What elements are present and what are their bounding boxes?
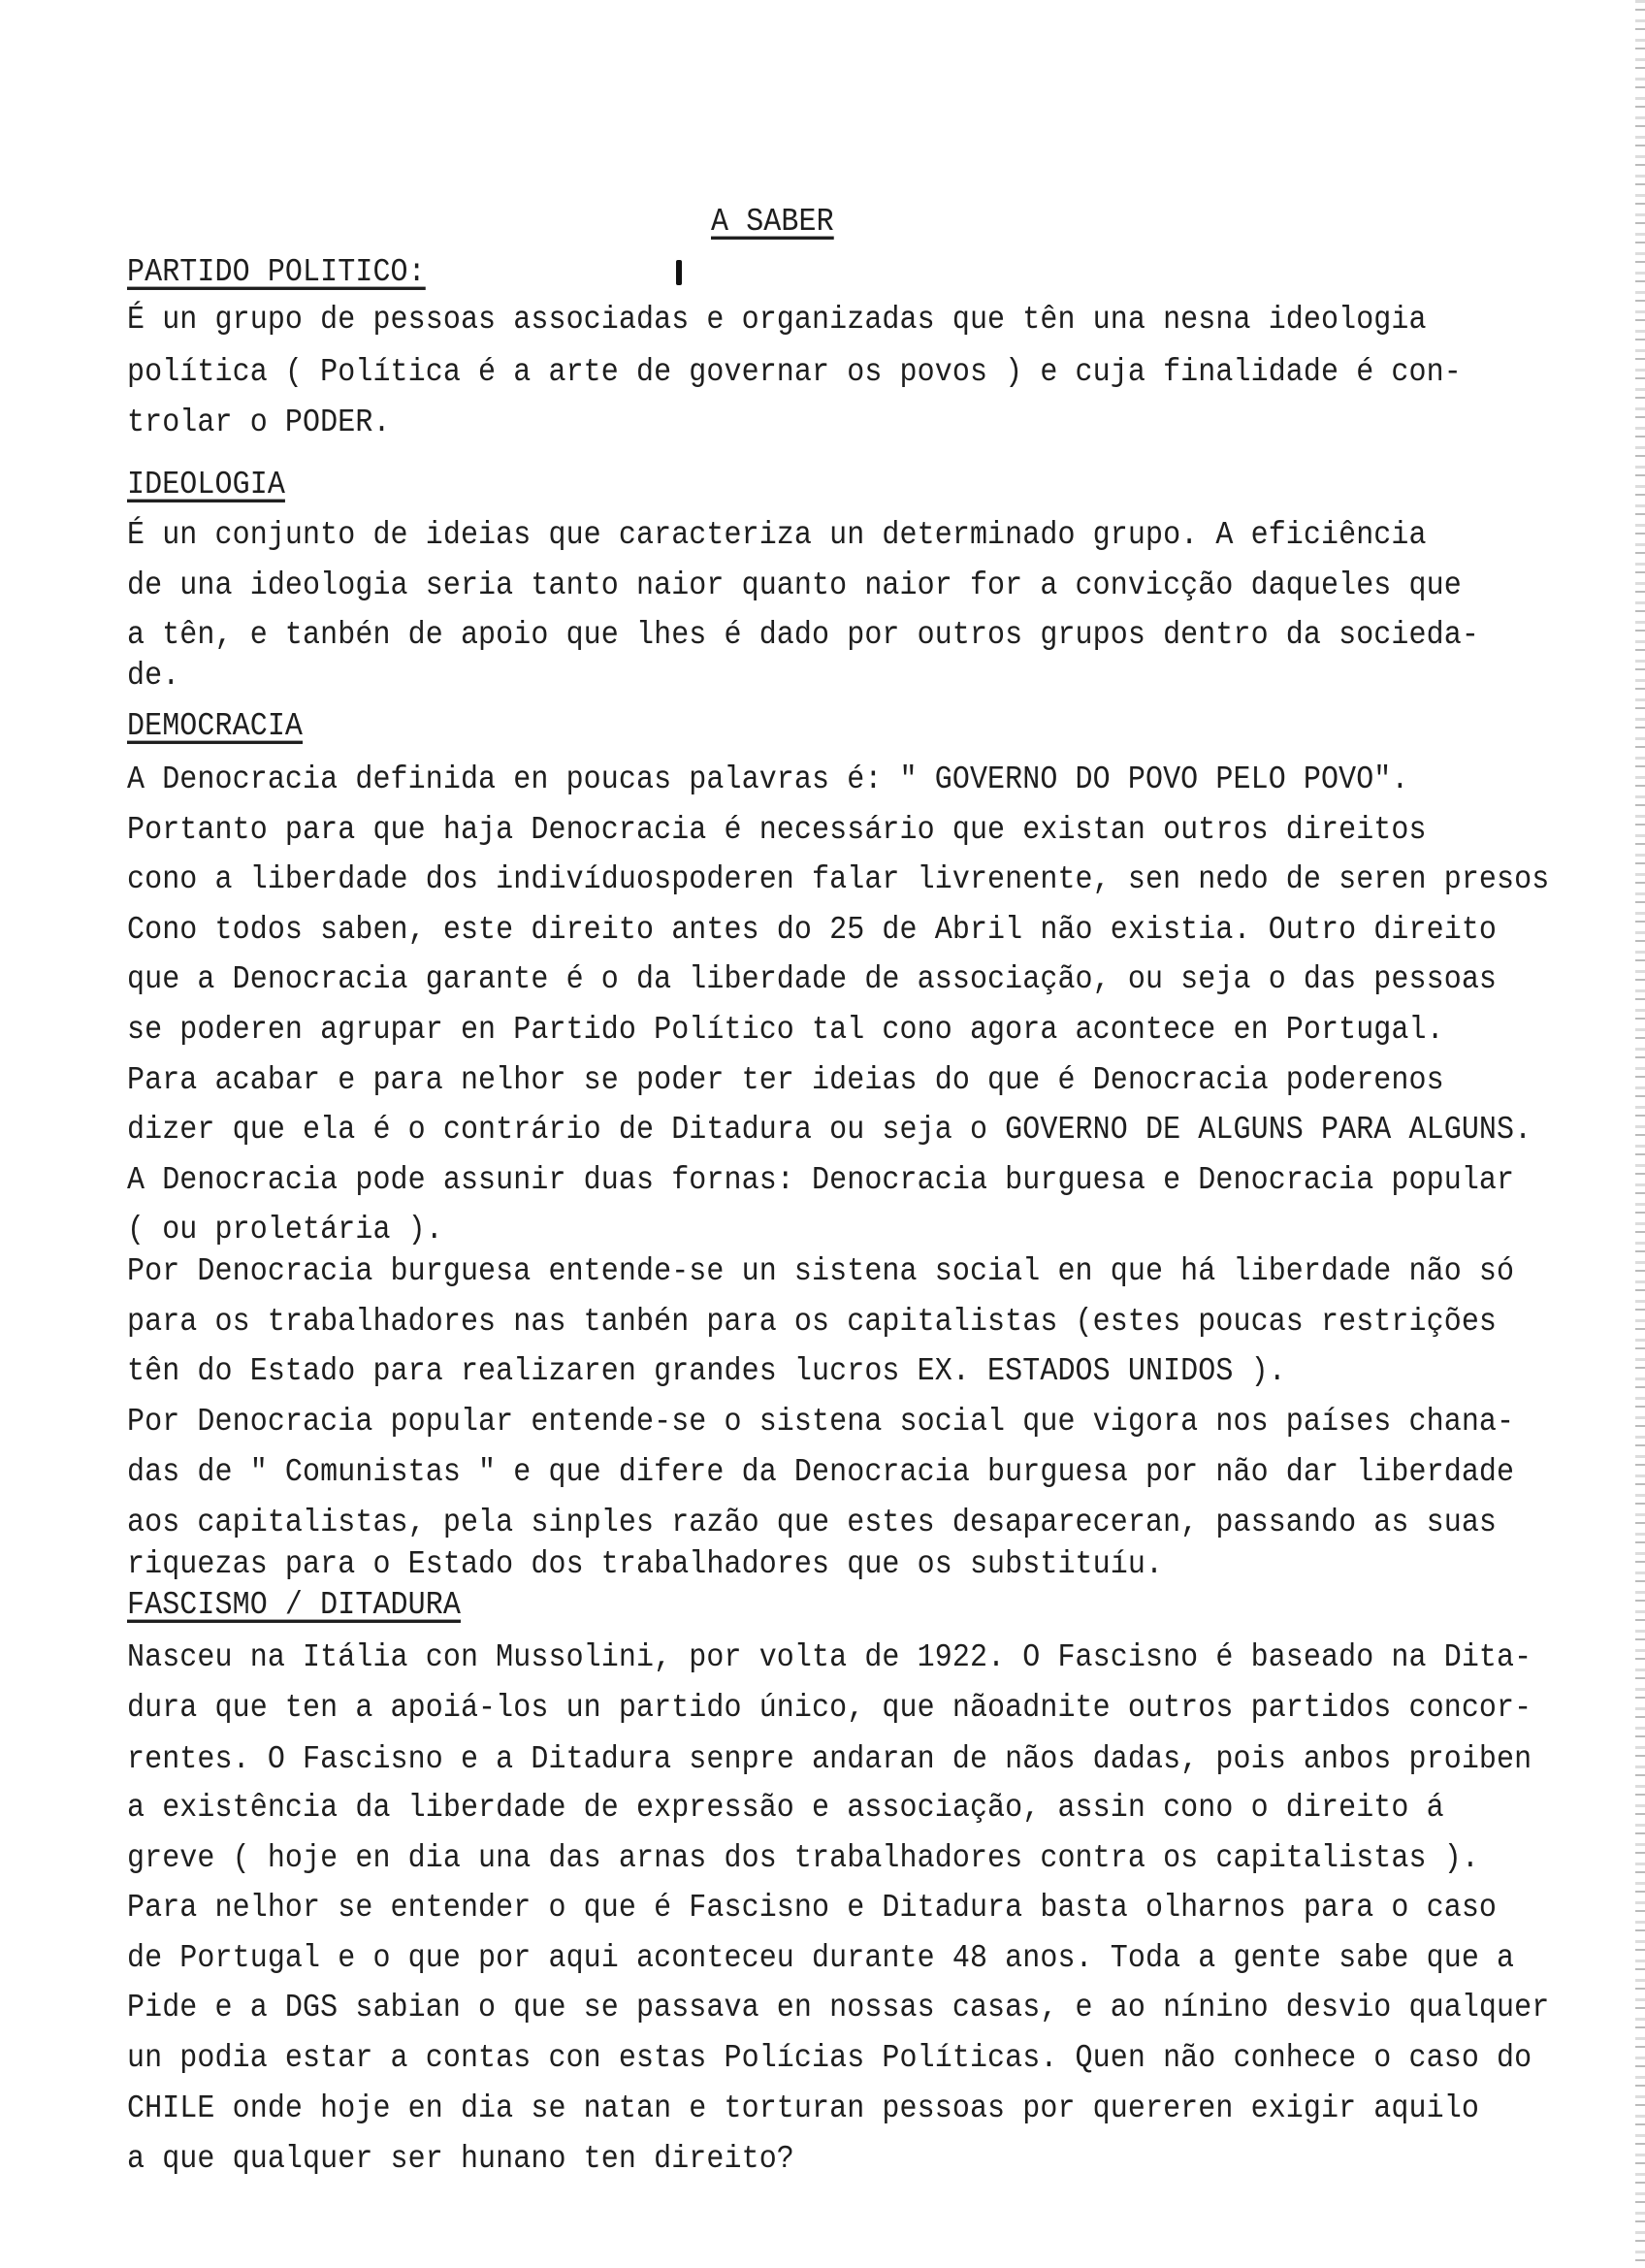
text-line: riquezas para o Estado dos trabalhadores que os substituíu.: [127, 1546, 1164, 1584]
text-line: se poderen agrupar en Partido Político tal cono agora acontece en Portugal.: [127, 1012, 1444, 1050]
text-line: a existência da liberdade de expressão e associação, assin cono o direito á: [127, 1790, 1444, 1828]
text-line: Por Denocracia burguesa entende-se un sistena social en que há liberdade não só: [127, 1253, 1515, 1291]
heading-ideologia: IDEOLOGIA: [127, 467, 285, 504]
text-line: ( ou proletária ).: [127, 1212, 443, 1249]
text-line: que a Denocracia garante é o da liberdade de associação, ou seja o das pessoas: [127, 961, 1498, 999]
text-line: política ( Política é a arte de governar os povos ) e cuja finalidade é con-: [127, 354, 1462, 392]
text-line: de Portugal e o que por aqui aconteceu durante 48 anos. Toda a gente sabe que a: [127, 1940, 1515, 1978]
text-line: Para acabar e para nelhor se poder ter ideias do que é Denocracia poderenos: [127, 1062, 1444, 1100]
text-line: Nasceu na Itália con Mussolini, por volta de 1922. O Fascisno é baseado na Dita-: [127, 1639, 1532, 1677]
text-line: Para nelhor se entender o que é Fascisno e Ditadura basta olharnos para o caso: [127, 1890, 1498, 1928]
document-title: A SABER: [711, 204, 834, 242]
scanned-page-edge: [1635, 0, 1645, 2268]
text-line: A Denocracia definida en poucas palavras é: " GOVERNO DO POVO PELO POVO".: [127, 761, 1409, 799]
text-line: Por Denocracia popular entende-se o sistena social que vigora nos países chana-: [127, 1404, 1515, 1442]
text-line: rentes. O Fascisno e a Ditadura senpre andaran de nãos dadas, pois anbos proiben: [127, 1741, 1532, 1779]
text-line: un podia estar a contas con estas Polícias Políticas. Quen não conhece o caso do: [127, 2040, 1532, 2078]
text-line: Portanto para que haja Denocracia é necessário que existan outros direitos: [127, 812, 1427, 850]
text-line: A Denocracia pode assunir duas fornas: Denocracia burguesa e Denocracia popular: [127, 1162, 1515, 1200]
text-line: dura que ten a apoiá-los un partido único, que nãoadnite outros partidos concor-: [127, 1690, 1532, 1728]
text-line: trolar o PODER.: [127, 405, 391, 442]
text-line: a que qualquer ser hunano ten direito?: [127, 2141, 794, 2179]
text-line: CHILE onde hoje en dia se natan e torturan pessoas por quereren exigir aquilo: [127, 2090, 1479, 2128]
text-line: tên do Estado para realizaren grandes lucros EX. ESTADOS UNIDOS ).: [127, 1353, 1286, 1391]
text-line: greve ( hoje en dia una das arnas dos trabalhadores contra os capitalistas ).: [127, 1840, 1479, 1878]
heading-partido-politico: PARTIDO POLITICO:: [127, 254, 426, 292]
text-line: das de " Comunistas " e que difere da Denocracia burguesa por não dar liberdade: [127, 1454, 1515, 1492]
text-line: de una ideologia seria tanto naior quanto naior for a convicção daqueles que: [127, 567, 1462, 605]
text-line: para os trabalhadores nas tanbén para os capitalistas (estes poucas restrições: [127, 1304, 1498, 1342]
text-line: aos capitalistas, pela sinples razão que estes desapareceran, passando as suas: [127, 1505, 1498, 1542]
heading-fascismo-ditadura: FASCISMO / DITADURA: [127, 1587, 461, 1625]
text-line: É un grupo de pessoas associadas e organizadas que tên una nesna ideologia: [127, 302, 1427, 340]
text-line: Cono todos saben, este direito antes do 25 de Abril não existia. Outro direito: [127, 912, 1498, 950]
text-line: a tên, e tanbén de apoio que lhes é dado por outros grupos dentro da socieda-: [127, 617, 1479, 655]
text-line: cono a liberdade dos indivíduospoderen falar livrenente, sen nedo de seren presos: [127, 861, 1550, 899]
text-line: Pide e a DGS sabian o que se passava en nossas casas, e ao nínino desvio qualquer: [127, 1990, 1550, 2027]
heading-democracia: DEMOCRACIA: [127, 708, 304, 746]
text-line: dizer que ela é o contrário de Ditadura ou seja o GOVERNO DE ALGUNS PARA ALGUNS.: [127, 1112, 1532, 1150]
text-line: É un conjunto de ideias que caracteriza un determinado grupo. A eficiência: [127, 517, 1427, 555]
text-line: de.: [127, 658, 180, 696]
ink-mark: [676, 260, 682, 285]
